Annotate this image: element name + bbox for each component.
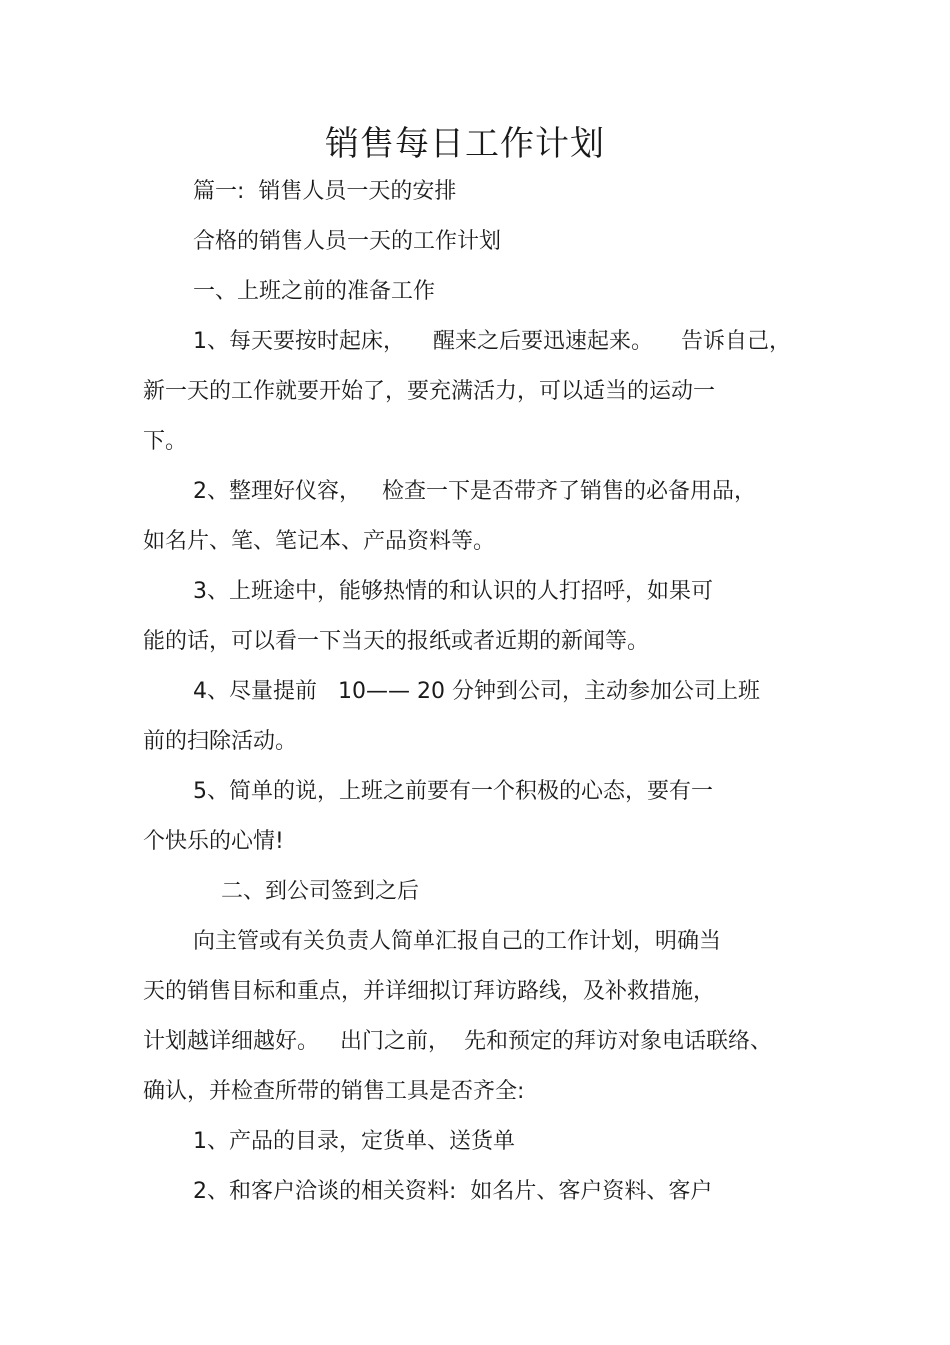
paragraph-line: 1、每天要按时起床， 醒来之后要迅速起来。 告诉自己， [193,329,791,354]
paragraph-line: 5、简单的说，上班之前要有一个积极的心态，要有一 [193,779,713,804]
paragraph-line: 3、上班途中，能够热情的和认识的人打招呼，如果可 [193,579,713,604]
paragraph-line: 向主管或有关负责人简单汇报自己的工作计划，明确当 [193,929,722,954]
list-item: 2、和客户洽谈的相关资料: 如名片、客户资料、客户 [193,1179,713,1204]
list-item: 1、产品的目录，定货单、送货单 [193,1129,515,1154]
paragraph-line: 计划越详细越好。 出门之前， 先和预定的拜访对象电话联络、 [143,1029,772,1054]
paragraph-line: 个快乐的心情! [143,829,284,854]
paragraph-line: 2、整理好仪容， 检查一下是否带齐了销售的必备用品， [193,479,756,504]
section-heading-after-checkin: 二、到公司签到之后 [221,879,420,904]
paragraph-line: 能的话，可以看一下当天的报纸或者近期的新闻等。 [143,629,650,654]
paragraph-line: 天的销售目标和重点，并详细拟订拜访路线，及补救措施， [143,979,716,1004]
subheading-plan: 合格的销售人员一天的工作计划 [193,229,502,254]
paragraph-line: 如名片、笔、笔记本、产品资料等。 [143,529,496,554]
paragraph-line: 前的扫除活动。 [143,729,298,754]
paragraph-line: 确认，并检查所带的销售工具是否齐全: [143,1079,525,1104]
paragraph-line: 下。 [143,429,188,454]
paragraph-line: 4、尽量提前 10—— 20 分钟到公司，主动参加公司上班 [193,679,760,704]
document-title: 销售每日工作计划 [325,124,605,164]
section-heading-before-work: 一、上班之前的准备工作 [193,279,436,304]
paragraph-line: 新一天的工作就要开始了，要充满活力，可以适当的运动一 [143,379,716,404]
section-heading-part-one: 篇一: 销售人员一天的安排 [193,179,457,204]
